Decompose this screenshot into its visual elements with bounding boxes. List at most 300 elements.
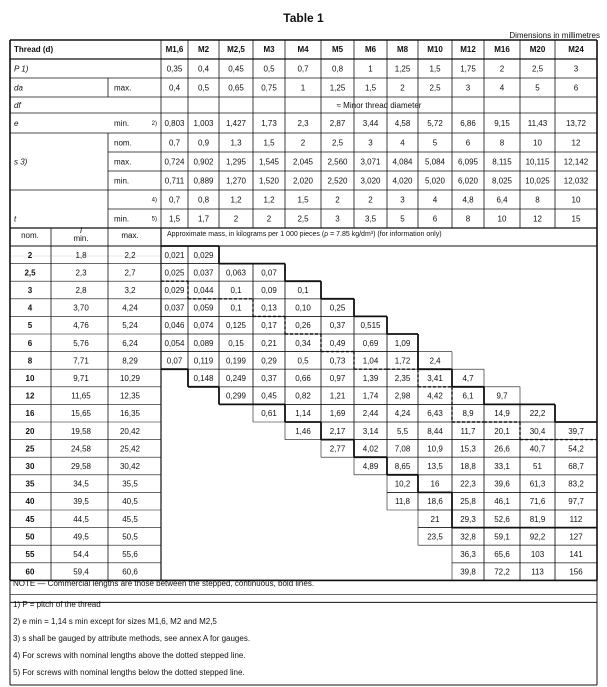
mass-value: 10,2 [394,479,411,489]
mass-value: 0,063 [225,268,247,278]
mass-value: 0,13 [261,303,277,313]
mass-value: 25,8 [460,497,476,507]
mass-value: 39,8 [460,567,476,577]
dimension-value: 1,427 [225,119,247,128]
footnote-5: 5) For screws with nominal lengths below the dotted stepped line. [13,668,245,677]
dimension-symbol: df [14,101,21,110]
dimension-value: 0,4 [168,83,181,93]
mass-value: 52,6 [494,514,510,524]
dimension-value: 1,5 [364,83,377,93]
length-nominal: 50 [25,532,35,542]
dimension-symbol: s 3) [14,157,28,167]
dimension-value: 9,15 [494,119,510,128]
mass-value: 1,46 [295,426,311,436]
thread-header-label: Thread (d) [14,45,54,54]
mass-value: 2,44 [362,409,379,419]
size-header-M2: M2 [197,45,210,54]
mass-value: 68,7 [568,462,584,471]
mass-value: 0,15 [228,338,244,348]
dimension-value: 12 [533,214,542,224]
mass-value: 0,5 [297,356,309,366]
dimension-value: 0,8 [331,64,344,74]
length-nominal: 3 [27,286,33,295]
mass-value: 65,6 [494,550,510,559]
length-min: 19,58 [70,426,92,436]
mass-value: 54,2 [568,444,584,454]
length-max: 5,24 [122,321,138,331]
length-max-header: max. [121,231,139,240]
mass-value: 0,089 [193,338,214,348]
size-header-M8: M8 [396,45,409,54]
dimension-value: 8,025 [491,176,513,186]
table-title: Table 1 [283,11,324,25]
dimension-value: 0,889 [193,176,214,186]
dimension-value: 6,86 [460,119,476,128]
size-header-M5: M5 [331,45,344,54]
length-nominal: 16 [25,409,35,419]
mass-value: 7,08 [394,444,411,454]
size-header-M24: M24 [568,45,584,54]
size-header-M1,6: M1,6 [165,45,184,54]
length-l-header: l [80,226,82,235]
length-min: 15,65 [70,409,92,419]
mass-value: 0,45 [261,391,277,401]
mass-value: 4,7 [462,374,474,383]
footnote-ref: 4) [151,197,157,204]
dimension-value: 2 [233,214,239,224]
mass-value: 0,66 [295,374,311,383]
dimension-symbol: t [14,214,17,224]
length-max: 50,5 [122,532,138,542]
length-min: 34,5 [73,479,89,489]
dimension-value: 5 [432,138,438,148]
dimension-value: 1,5 [297,195,309,205]
mass-value: 4,02 [362,444,379,454]
dimension-value: 0,75 [261,83,277,93]
dimension-value: 4 [432,195,438,205]
footnote-2: 2) e min = 1,14 s min except for sizes M1,6, M2 and M2,5 [13,617,217,626]
dimension-value: 1,5 [263,138,275,148]
mass-value: 83,2 [568,479,584,489]
mass-value: 0,37 [329,321,346,331]
mass-value: 11,8 [395,497,410,507]
dimension-value: 1,5 [429,64,441,74]
dimension-value: 0,9 [197,138,210,148]
dimension-value: 2,87 [329,119,346,128]
mass-value: 15,3 [460,444,476,454]
length-max: 60,6 [122,567,138,577]
mass-value: 71,6 [529,497,546,507]
dimension-value: 2,5 [331,138,344,148]
dimension-value: 2,520 [327,176,348,186]
dimension-qualifier: min. [114,119,130,128]
length-nominal: 55 [25,550,35,559]
mass-value: 0,1 [297,286,309,295]
mass-value: 0,515 [360,321,381,331]
footnote-ref: 5) [151,216,157,223]
mass-value: 61,3 [529,479,546,489]
mass-value: 1,74 [362,391,379,401]
mass-value: 0,046 [164,321,185,331]
dimension-value: 0,35 [166,64,183,74]
dimension-value: 2,045 [292,157,314,167]
mass-value: 3,14 [362,426,379,436]
dimension-value: 0,902 [193,157,214,167]
dimension-value: 5 [535,83,540,93]
dimension-symbol: e [14,119,19,128]
dimension-value: 2 [499,64,505,74]
mass-value: 141 [569,550,583,559]
dimension-value: 3,020 [360,176,381,186]
mass-value: 59,1 [494,532,510,542]
size-header-M6: M6 [364,45,377,54]
length-min: 11,65 [71,391,91,401]
dimension-value: 6 [432,214,438,224]
length-nominal: 45 [25,514,35,524]
mass-value: 3,41 [427,374,443,383]
dimension-value: 3 [335,214,340,224]
mass-value: 1,09 [394,338,411,348]
dimension-value: 3 [573,64,579,74]
mass-value: 51 [533,462,542,471]
mass-value: 20,1 [494,426,510,436]
mass-value: 0,021 [164,250,185,260]
mass-value: 22,2 [529,409,546,419]
dimension-qualifier: min. [114,214,130,224]
dimension-value: 1,545 [258,157,280,167]
dimension-value: 1,270 [225,176,247,186]
mass-value: 0,1 [230,303,242,313]
mass-value: 16 [430,479,440,489]
length-max: 6,24 [122,338,138,348]
dimension-value: 6 [465,138,471,148]
length-nominal: 30 [25,462,35,471]
mass-value: 2,17 [329,426,346,436]
length-nominal: 10 [25,374,35,383]
mass-value: 18,8 [460,462,476,471]
mass-value: 72,2 [494,567,510,577]
length-max: 8,29 [122,356,138,366]
dimension-value: 1,2 [263,195,275,205]
size-header-M4: M4 [297,45,309,54]
mass-value: 81,9 [529,514,546,524]
dimension-qualifier: min. [114,176,130,186]
dimension-value: 1,25 [394,64,411,74]
dimension-value: 1,520 [258,176,280,186]
dimension-value: 2 [335,195,340,205]
df-span-text: ≈ Minor thread diameter [336,101,422,110]
size-header-M10: M10 [427,45,443,54]
dimension-value: 3,5 [364,214,377,224]
mass-value: 0,148 [193,374,214,383]
dimension-value: 5,72 [427,119,443,128]
mass-value: 0,125 [225,321,247,331]
mass-value: 0,037 [164,303,185,313]
mass-value: 0,037 [193,268,214,278]
dimension-value: 2,5 [531,64,544,74]
mass-value: 29,3 [460,514,476,524]
mass-value: 2,98 [394,391,411,401]
length-max: 55,6 [122,550,138,559]
length-nominal: 20 [25,426,35,436]
dimension-value: 1,295 [225,157,247,167]
mass-value: 8,9 [462,409,474,419]
mass-value: 4,89 [362,462,379,471]
dimension-value: 3,071 [360,157,381,167]
size-header-M2,5: M2,5 [227,45,245,54]
dimension-value: 6,095 [457,157,479,167]
length-nominal: 25 [25,444,35,454]
mass-value: 0,059 [193,303,214,313]
length-min: 5,76 [73,338,89,348]
length-min: 1,8 [75,250,87,260]
length-nominal: 2,5 [24,268,36,278]
dimension-value: 5,020 [424,176,446,186]
mass-value: 8,44 [427,426,443,436]
length-nominal: 40 [25,497,35,507]
mass-value: 0,249 [225,374,247,383]
dimension-symbol: P 1) [14,64,29,74]
mass-value: 112 [569,514,583,524]
mass-value: 22,3 [460,479,476,489]
mass-value: 30,4 [529,426,546,436]
mass-value: 4,42 [427,391,443,401]
dimension-value: 12,142 [563,157,589,167]
mass-value: 0,10 [295,303,311,313]
length-min: 59,4 [73,567,89,577]
mass-value: 11,7 [460,426,476,436]
dimension-value: 1,25 [329,83,346,93]
mass-value: 0,97 [329,374,346,383]
dimension-value: 10 [497,214,507,224]
length-min: 9,71 [73,374,89,383]
dimension-value: 4,084 [392,157,413,167]
mass-value: 13,5 [427,462,443,471]
length-max: 3,2 [124,286,136,295]
dimension-value: 3 [400,195,405,205]
mass-value: 23,5 [427,532,443,542]
mass-value: 113 [531,567,544,577]
length-min: 39,5 [73,497,89,507]
mass-caption: Approximate mass, in kilograms per 1 000 pieces (ρ = 7.85 kg/dm³) (for information only) [167,231,442,238]
table-note: NOTE — Commercial lengths are those between the stepped, continuous, bold lines. [13,579,315,588]
mass-value: 21 [430,514,440,524]
dimension-value: 13,72 [565,119,587,128]
mass-value: 0,029 [193,250,214,260]
length-nominal: 60 [25,567,35,577]
mass-value: 1,69 [329,409,346,419]
mass-value: 0,37 [261,374,277,383]
dimension-value: 8 [499,138,505,148]
dimension-value: 2,020 [292,176,314,186]
mass-value: 2,35 [394,374,411,383]
dimension-value: 4 [499,83,505,93]
dimension-value: 2 [400,83,405,93]
dimension-value: 10,025 [525,176,550,186]
mass-value: 0,025 [164,268,185,278]
mass-value: 156 [569,567,583,577]
dimension-value: 1,3 [230,138,242,148]
dimension-value: 2,560 [327,157,348,167]
dimension-value: 1,003 [193,119,214,128]
length-max: 10,29 [119,374,141,383]
mass-value: 0,29 [261,356,277,366]
dimension-value: 3,44 [362,119,379,128]
dimension-value: 15 [571,214,581,224]
dimension-value: 2 [300,138,306,148]
length-max: 2,7 [124,268,136,278]
footnote-ref: 2) [151,121,157,127]
dimension-value: 6 [573,83,579,93]
dimension-value: 4,58 [394,119,411,128]
dimension-value: 1 [300,83,306,93]
length-max: 30,42 [119,462,141,471]
dimension-value: 2,5 [297,214,309,224]
dimension-value: 0,8 [197,195,210,205]
mass-value: 9,7 [496,391,508,401]
dimension-value: 0,803 [164,119,185,128]
length-nom-header: nom. [21,231,39,240]
dimension-value: 1,75 [460,64,476,74]
dimension-value: 0,65 [228,83,244,93]
dimension-value: 2 [266,214,272,224]
mass-value: 5,5 [396,426,409,436]
mass-value: 14,9 [494,409,510,419]
dimension-value: 12 [571,138,581,148]
length-max: 4,24 [122,303,138,313]
dimension-value: 10 [533,138,542,148]
length-min: 2,8 [75,286,87,295]
mass-value: 0,21 [261,338,277,348]
dimension-value: 3 [465,83,471,93]
mass-value: 0,199 [225,356,247,366]
dimension-value: 0,724 [164,157,185,167]
mass-value: 0,82 [295,391,311,401]
length-nominal: 5 [27,321,33,331]
mass-value: 0,054 [164,338,185,348]
length-max: 40,5 [122,497,138,507]
length-nominal: 2 [27,250,33,260]
dimension-value: 1,5 [168,214,181,224]
dimension-value: 0,7 [168,138,181,148]
mass-value: 1,39 [362,374,379,383]
mass-value: 32,8 [460,532,476,542]
mass-value: 92,2 [529,532,546,542]
dimension-value: 1 [368,64,373,74]
dimension-value: 8,115 [492,157,512,167]
length-nominal: 12 [25,391,35,401]
length-nominal: 4 [27,303,33,313]
length-max: 45,5 [122,514,138,524]
mass-value: 127 [569,532,583,542]
length-max: 2,2 [124,250,136,260]
mass-value: 6,1 [462,391,474,401]
length-min: 29,58 [70,462,92,471]
dimension-value: 8 [535,195,540,205]
dimension-value: 0,5 [197,83,210,93]
mass-value: 0,044 [193,286,214,295]
dimension-value: 11,43 [527,119,548,128]
mass-value: 0,25 [329,303,346,313]
mass-value: 39,6 [494,479,510,489]
length-min: 44,5 [73,514,89,524]
mass-value: 0,73 [329,356,346,366]
dimension-value: 10,115 [525,157,550,167]
dimension-value: 5,084 [424,157,446,167]
dimension-value: 10 [571,195,581,205]
mass-value: 4,24 [394,409,411,419]
length-min: 54,4 [73,550,89,559]
length-min: 3,70 [73,303,89,313]
dimension-value: 8 [465,214,471,224]
mass-value: 1,14 [295,409,311,419]
dimension-value: 2,5 [429,83,441,93]
mass-value: 2,77 [329,444,346,454]
dimension-value: 6,4 [496,195,508,205]
footnote-1: 1) P = pitch of the thread [13,600,101,609]
dimension-qualifier: max. [114,157,132,167]
dimension-symbol: da [14,83,23,93]
mass-value: 0,07 [166,356,183,366]
dimension-value: 1,2 [230,195,242,205]
length-max: 25,42 [119,444,141,454]
mass-value: 26,6 [494,444,510,454]
length-min: 7,71 [73,356,89,366]
dimension-value: 5 [400,214,405,224]
mass-value: 18,6 [427,497,443,507]
mass-value: 1,21 [329,391,346,401]
mass-value: 0,119 [193,356,214,366]
length-max: 35,5 [122,479,138,489]
dimension-value: 1,73 [261,119,277,128]
mass-value: 10,9 [427,444,443,454]
length-min: 4,76 [73,321,89,331]
dimension-value: 0,5 [263,64,275,74]
length-nominal: 6 [27,338,33,348]
dimension-value: 0,711 [164,176,185,186]
mass-value: 97,7 [568,497,584,507]
mass-value: 0,17 [261,321,277,331]
mass-value: 0,09 [261,286,277,295]
mass-value: 103 [530,550,545,559]
dimension-qualifier: max. [114,83,132,93]
units-note: Dimensions in millimetres [509,31,600,40]
dimension-value: 4 [400,138,405,148]
length-nominal: 35 [25,479,35,489]
dimension-value: 0,7 [297,64,309,74]
length-max: 12,35 [119,391,141,401]
dimension-value: 0,7 [168,195,181,205]
footnote-3: 3) s shall be gauged by attribute methods, see annex A for gauges. [13,634,251,643]
mass-value: 0,074 [193,321,214,331]
dimension-value: 4,8 [462,195,474,205]
mass-value: 0,07 [261,268,277,278]
length-min: 49,5 [73,532,89,542]
mass-value: 8,65 [394,462,411,471]
mass-value: 0,69 [362,338,379,348]
mass-value: 2,4 [429,356,441,366]
dimension-value: 2,3 [297,119,309,128]
mass-value: 40,7 [529,444,546,454]
mass-value: 0,299 [225,391,247,401]
length-max: 20,42 [119,426,141,436]
dimension-value: 3 [368,138,373,148]
dimension-value: 4,020 [392,176,413,186]
dimension-qualifier: nom. [114,138,132,148]
size-header-M20: M20 [529,45,546,54]
mass-value: 0,61 [261,409,277,419]
size-header-M12: M12 [460,45,476,54]
